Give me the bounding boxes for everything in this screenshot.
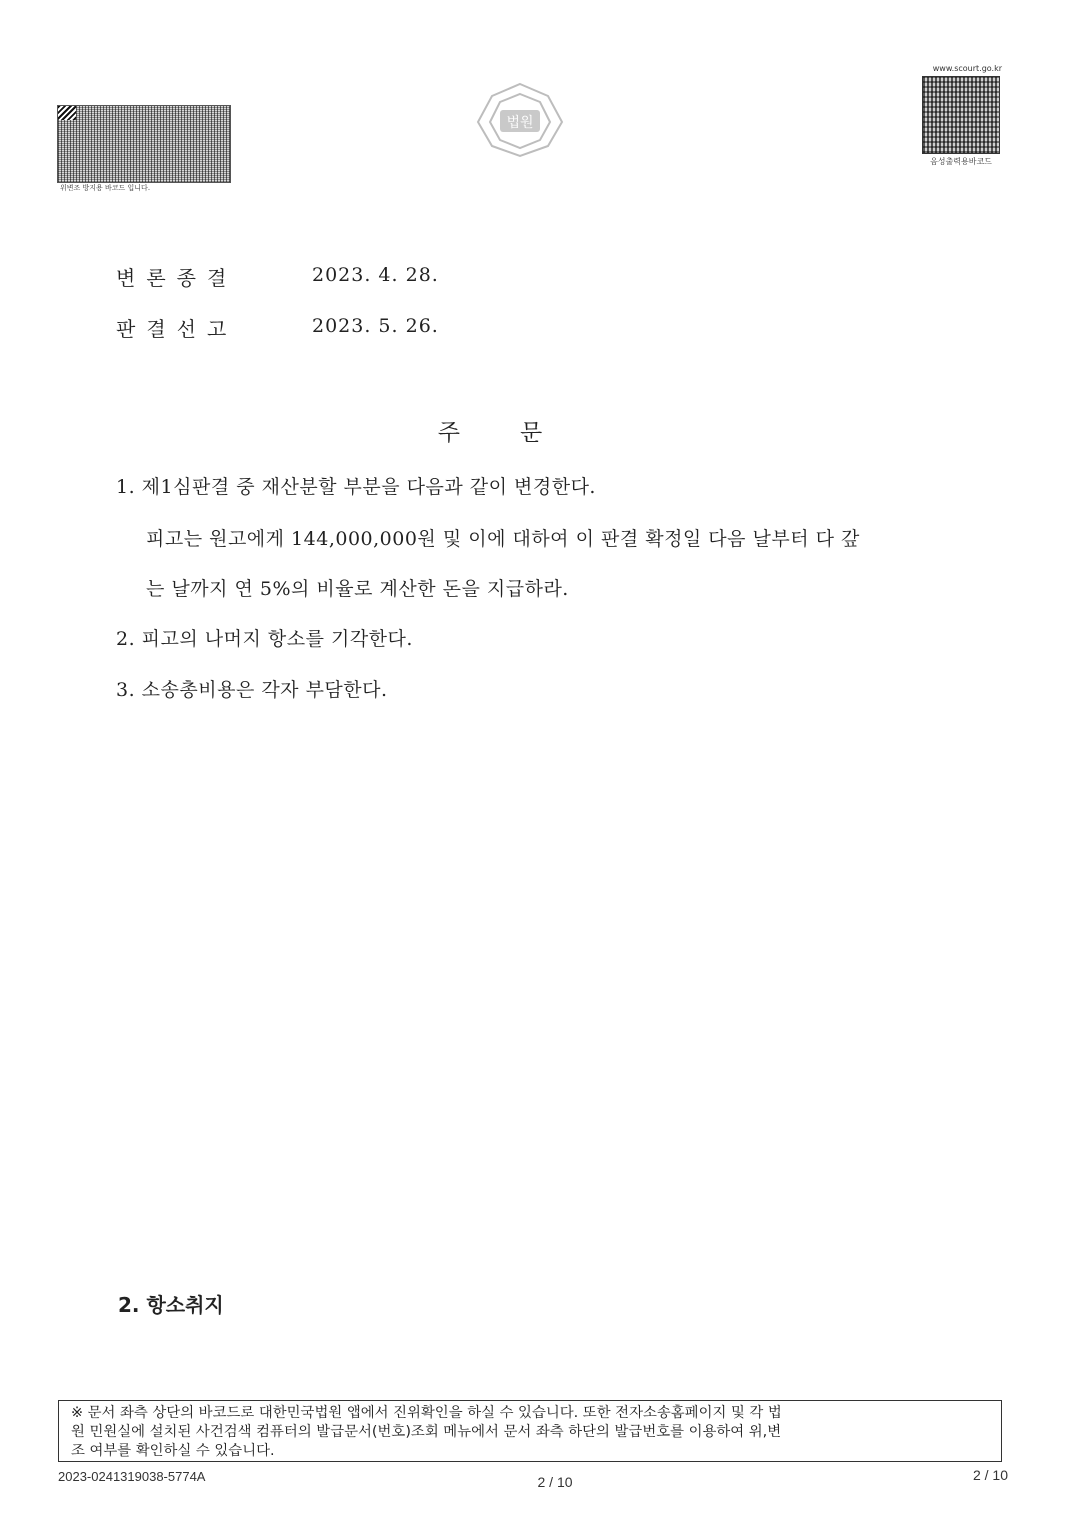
barcode-corner-mark bbox=[58, 106, 76, 120]
page-number-right: 2 / 10 bbox=[972, 1467, 1008, 1483]
sentence-date-label: 판결선고 bbox=[116, 317, 238, 341]
security-barcode bbox=[57, 105, 231, 183]
section-title: 2. 항소취지 bbox=[118, 1293, 224, 1317]
court-emblem-icon bbox=[470, 80, 570, 160]
order-item-1-detail: 피고는 원고에게 144,000,000원 및 이에 대하여 이 판결 확정일 다음 날부터 다 갚 bbox=[146, 528, 860, 550]
qr-code bbox=[922, 76, 1000, 154]
page-number-center: 2 / 10 bbox=[537, 1474, 573, 1490]
verification-notice bbox=[58, 1400, 1002, 1462]
order-item-3: 3. 소송총비용은 각자 부담한다. bbox=[116, 679, 388, 701]
closing-date-label: 변론종결 bbox=[116, 266, 238, 290]
sentence-date-value: 2023. 5. 26. bbox=[312, 315, 439, 337]
issue-number: 2023-0241319038-5774A bbox=[58, 1469, 206, 1484]
order-item-1-detail-cont: 는 날까지 연 5%의 비율로 계산한 돈을 지급하라. bbox=[146, 578, 569, 600]
qr-url: www.scourt.go.kr bbox=[932, 64, 1002, 73]
security-barcode-caption: 위변조 방지용 바코드 입니다. bbox=[60, 184, 151, 192]
qr-caption: 음성출력용바코드 bbox=[930, 157, 992, 166]
emblem-text: 법원 bbox=[506, 115, 534, 131]
notice-line: ※ 문서 좌측 상단의 바코드로 대한민국법원 앱에서 진위확인을 하실 수 있습니다. 또한 전자소송홈페이지 및 각 법 bbox=[71, 1405, 782, 1421]
notice-line: 조 여부를 확인하실 수 있습니다. bbox=[71, 1443, 275, 1459]
closing-date-value: 2023. 4. 28. bbox=[312, 264, 439, 286]
notice-line: 원 민원실에 설치된 사건검색 컴퓨터의 발급문서(번호)조회 메뉴에서 문서 좌측 하단의 발급번호를 이용하여 위,변 bbox=[71, 1424, 782, 1440]
order-item-2: 2. 피고의 나머지 항소를 기각한다. bbox=[116, 628, 413, 650]
order-item-1: 1. 제1심판결 중 재산분할 부분을 다음과 같이 변경한다. bbox=[116, 476, 596, 498]
order-heading: 주문 bbox=[437, 420, 603, 446]
